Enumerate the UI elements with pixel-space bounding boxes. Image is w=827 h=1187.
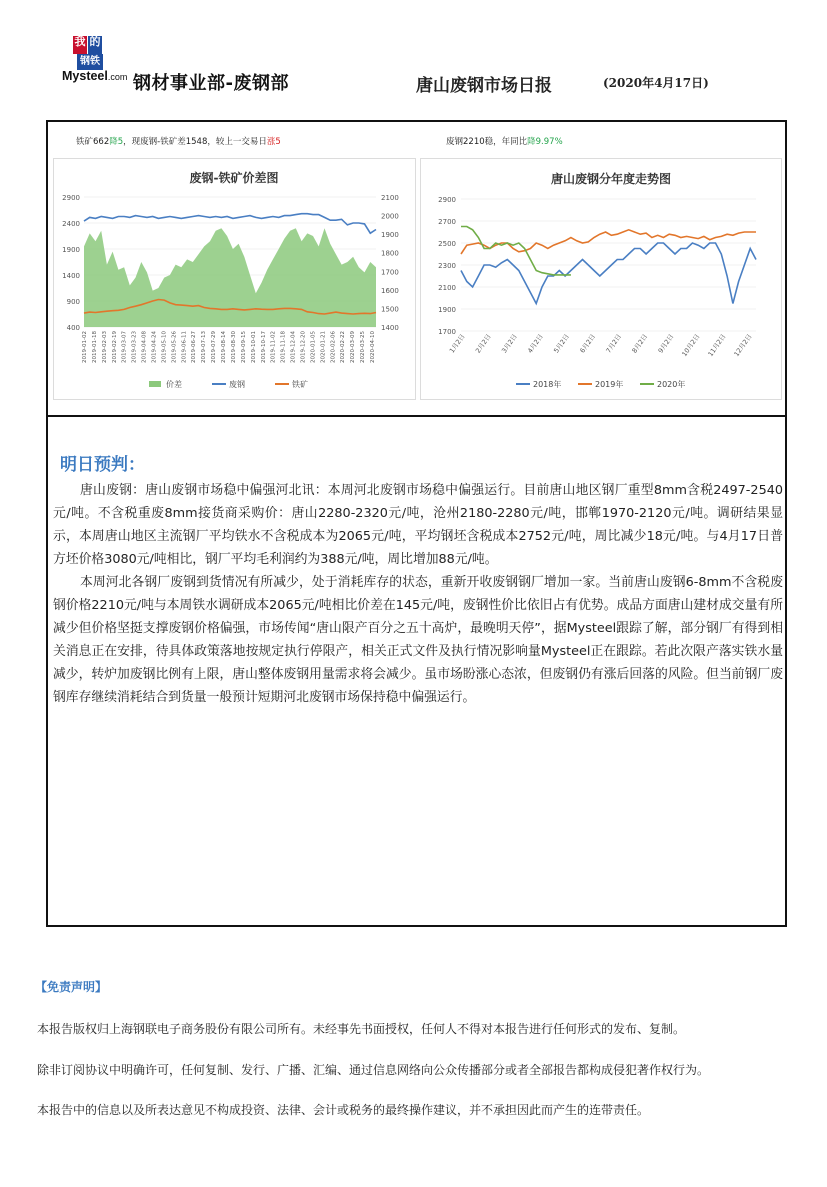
forecast-paragraph-2: 本周河北各钢厂废钢到货情况有所减少，处于消耗库存的状态，重新开收废钢钢厂增加一家。当前唐山废钢6-8mm不含税废钢价格2210元/吨与本周铁水调研成本2065元/吨相比价差在145元/吨，废钢性价比依旧占有优势。成品方面唐山建材成交量有所减少但价格坚挺支撑废钢价格偏强，市场传闻“唐山限产百分之五十高炉，最晚明天停”，据Mysteel跟踪了解，部分钢厂有得到相关消息正在安排，待具体政策落地按规定执行停限产，相关正式文件及执行情况影响量Mysteel正在跟踪。若此次限产落实铁水量减少，转炉加废钢比例有上限，唐山整体废钢用量需求将会减少。虽市场盼涨心态浓，但废钢仍有涨后回落的风险。但当前钢厂废钢库存继续消耗结合到货量一般预计短期河北废钢市场保持稳中偏强运行。 — [53, 575, 783, 705]
x-tick-label: 2020-03-09 — [350, 331, 357, 363]
x-tick-label: 2020-01-21 — [320, 331, 327, 363]
forecast-paragraph-1: 唐山废钢：唐山废钢市场稳中偏强河北讯：本周河北废钢市场稳中偏强运行。目前唐山地区钢厂重型8mm含税2497-2540元/吨。不含税重废8mm接货商采购价：唐山2280-2320元/吨，沧州2180-2280元/吨，邯郸1970-2120元/吨。调研结果显示，本周唐山地区主流钢厂平均铁水不含税成本为2065元/吨，平均钢坯含税成本2752元/吨，周比减少18元/吨。与4月17日普方坯价格3080元/吨相比，钢厂平均毛利润约为388元/吨，周比增加88元/吨。 — [53, 483, 783, 567]
scrap-summary — [446, 135, 563, 147]
x-tick-label: 2019-10-01 — [250, 331, 257, 363]
x-tick-label: 2019-01-02 — [82, 331, 88, 363]
x-tick-label: 2019-08-14 — [221, 331, 228, 363]
x-tick-label: 4月2日 — [526, 332, 545, 355]
legend-label: 2019年 — [595, 380, 624, 389]
x-tick-label: 2019-05-26 — [171, 331, 178, 363]
x-tick-label: 12月2日 — [732, 332, 754, 358]
x-tick-label: 2019-07-29 — [211, 331, 218, 363]
x-tick-label: 2019-07-13 — [201, 331, 208, 363]
x-tick-label: 2019-04-24 — [151, 331, 158, 363]
x-tick-label: 6月2日 — [578, 332, 598, 355]
yearly-trend-chart-svg — [421, 159, 781, 399]
x-tick-label: 2019-12-20 — [300, 331, 307, 363]
x-tick-label: 11月2日 — [706, 332, 728, 358]
y-tick-label-right: 1700 — [381, 268, 399, 277]
chart-title: 废钢-铁矿价差图 — [189, 171, 279, 185]
x-tick-label: 1月2日 — [447, 332, 467, 355]
spread-change: 涨5 — [266, 137, 281, 147]
y-tick-label-left: 400 — [66, 324, 80, 332]
x-tick-label: 2019-04-08 — [141, 331, 148, 363]
y-tick-label-right: 1900 — [381, 231, 399, 240]
y-tick-label-right: 1800 — [381, 249, 399, 258]
logo-stamp-char-2: 的 — [88, 36, 102, 54]
disclaimer-heading: 【免责声明】 — [35, 980, 108, 994]
series-line-1 — [461, 230, 756, 254]
report-title: 唐山废钢市场日报 — [416, 76, 552, 96]
series-line-1 — [84, 214, 376, 234]
x-tick-label: 2019-08-30 — [230, 331, 237, 363]
report-frame — [46, 120, 787, 927]
y-tick-label-right: 1500 — [381, 305, 399, 314]
x-tick-label: 2020-02-06 — [330, 331, 337, 363]
y-tick-label: 2900 — [438, 196, 456, 204]
y-tick-label: 2500 — [438, 240, 456, 248]
disclaimer-line-1: 本报告版权归上海钢联电子商务股份有限公司所有。未经事先书面授权，任何人不得对本报告进行任何形式的发布、复制。 — [37, 1022, 686, 1036]
yearly-trend-chart — [420, 158, 782, 400]
y-tick-label-left: 1900 — [62, 246, 80, 254]
y-tick-label-left: 900 — [66, 298, 80, 306]
y-tick-label: 2700 — [438, 218, 456, 226]
y-tick-label: 1900 — [438, 306, 456, 314]
x-tick-label: 2019-05-10 — [161, 331, 168, 363]
scrap-summary-prefix: 废钢2210稳，年同比 — [446, 137, 528, 147]
y-tick-label: 2300 — [438, 262, 456, 270]
x-tick-label: 2020-04-10 — [370, 331, 376, 363]
x-tick-label: 5月2日 — [552, 332, 572, 355]
y-tick-label-left: 2900 — [62, 194, 80, 202]
ore-summary-middle: ，现废钢-铁矿差1548，较上一交易日 — [123, 137, 267, 147]
x-tick-label: 2019-01-18 — [91, 331, 98, 363]
y-tick-label-left: 2400 — [62, 220, 80, 228]
forecast-body — [53, 479, 783, 709]
x-tick-label: 2019-11-02 — [270, 331, 277, 363]
x-tick-label: 2019-06-27 — [191, 331, 198, 363]
y-tick-label-right: 1400 — [381, 324, 399, 332]
scrap-yoy-change: 降9.97% — [527, 137, 563, 147]
legend-label: 铁矿 — [292, 380, 308, 389]
forecast-heading: 明日预判： — [60, 455, 145, 475]
x-tick-label: 2019-02-19 — [111, 331, 118, 363]
x-tick-label: 2020-03-25 — [360, 331, 367, 363]
x-tick-label: 2月2日 — [473, 332, 493, 355]
spread-chart — [53, 158, 416, 400]
legend-label: 2018年 — [533, 380, 562, 389]
x-tick-label: 2019-03-07 — [121, 331, 128, 363]
x-tick-label: 2019-12-04 — [290, 331, 297, 363]
x-tick-label: 2019-02-03 — [101, 331, 108, 363]
x-tick-label: 2020-02-22 — [340, 331, 347, 363]
legend-label: 价差 — [166, 380, 182, 389]
mysteel-logo — [62, 36, 132, 88]
disclaimer-line-2: 除非订阅协议中明确许可，任何复制、发行、广播、汇编、通过信息网络向公众传播部分或者全部报告都构成侵犯著作权行为。 — [37, 1063, 710, 1077]
department-title: 钢材事业部-废钢部 — [133, 73, 289, 94]
y-tick-label: 1700 — [438, 328, 456, 336]
x-tick-label: 2020-01-05 — [310, 331, 317, 363]
logo-brand-name: Mysteel — [62, 69, 108, 83]
y-tick-label-right: 2100 — [381, 194, 399, 202]
x-tick-label: 2019-06-11 — [181, 331, 188, 363]
y-tick-label-right: 1600 — [381, 286, 399, 295]
logo-stamp-char-1: 我 — [73, 36, 87, 54]
legend-label: 废钢 — [229, 380, 245, 389]
x-tick-label: 3月2日 — [500, 332, 519, 355]
x-tick-label: 8月2日 — [630, 332, 650, 355]
y-tick-label-left: 1400 — [62, 272, 80, 280]
x-tick-label: 2019-10-17 — [260, 331, 267, 363]
disclaimer-line-3: 本报告中的信息以及所表达意见不构成投资、法律、会计或税务的最终操作建议，并不承担因此而产生的连带责任。 — [37, 1103, 650, 1117]
x-tick-label: 2019-11-18 — [280, 331, 287, 363]
ore-change: 降5 — [109, 137, 124, 147]
x-tick-label: 2019-09-15 — [240, 331, 247, 363]
chart-title: 唐山废钢分年度走势图 — [550, 172, 672, 186]
logo-stamp — [73, 36, 103, 72]
spread-chart-svg — [54, 159, 415, 399]
x-tick-label: 7月2日 — [604, 332, 624, 355]
logo-brand — [62, 69, 127, 83]
x-tick-label: 9月2日 — [656, 332, 676, 355]
x-tick-label: 2019-03-23 — [131, 331, 138, 363]
x-tick-label: 10月2日 — [680, 332, 702, 358]
logo-stamp-char-3: 钢铁 — [77, 54, 103, 70]
report-date: (2020年4月17日) — [603, 76, 709, 90]
ore-summary — [76, 135, 281, 147]
y-tick-label: 2100 — [438, 284, 456, 292]
legend-label: 2020年 — [657, 380, 686, 389]
series-line-0 — [461, 243, 756, 304]
charts-row — [48, 122, 785, 417]
logo-brand-suffix: .com — [107, 72, 128, 82]
ore-summary-prefix: 铁矿662 — [76, 137, 110, 147]
legend-swatch — [149, 381, 161, 387]
y-tick-label-right: 2000 — [381, 212, 399, 221]
